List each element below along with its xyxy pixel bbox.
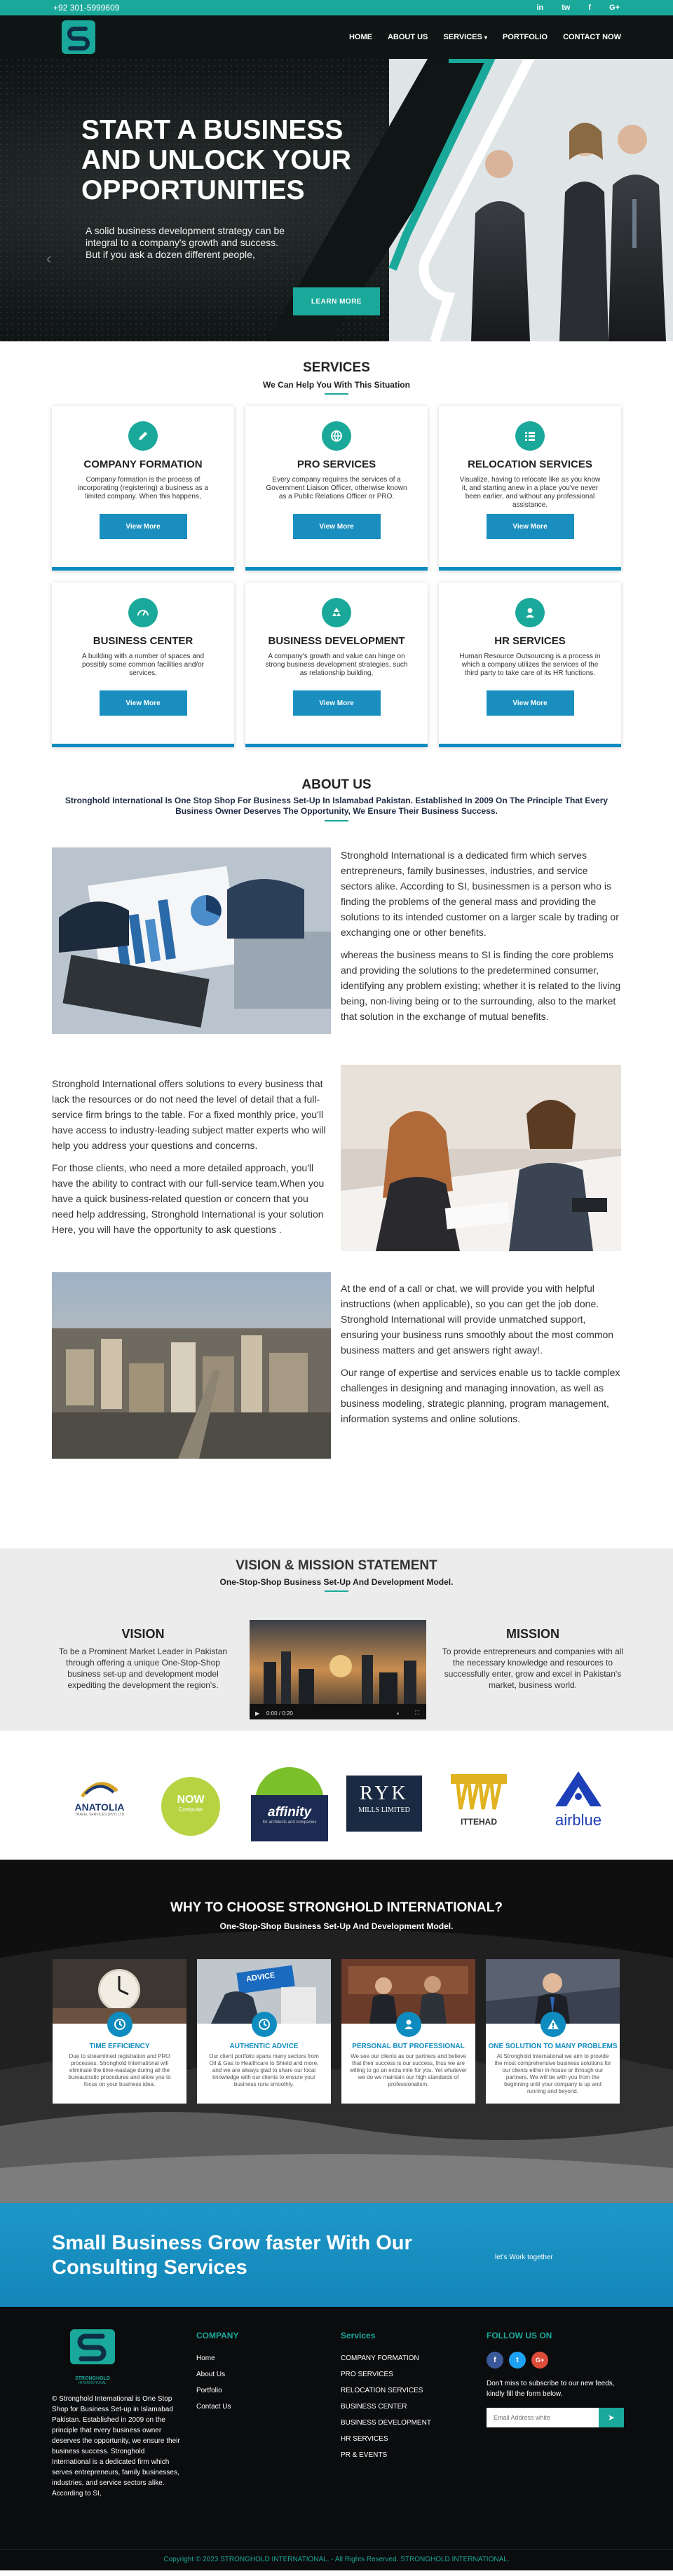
lower-sections xyxy=(0,1478,673,2576)
about-block-3 xyxy=(341,1281,621,1426)
twitter-icon[interactable]: t xyxy=(509,2352,526,2369)
advice-sign-text: ADVICE xyxy=(245,1971,276,1984)
footer-link-company-formation[interactable]: COMPANY FORMATION xyxy=(341,2354,419,2362)
why-choose-section xyxy=(0,1860,673,2203)
service-title: BUSINESS DEVELOPMENT xyxy=(268,635,405,647)
facebook-icon[interactable]: f xyxy=(588,4,592,12)
partner-sub: Computer xyxy=(178,1806,203,1813)
about-paragraph: At the end of a call or chat, we will provide you with helpful instructions (when applicable), so you can get the job done. Stronghold International will provide unmatched support, ensuring your business runs smoothly about the most common business matters and get answers right away!. xyxy=(341,1283,614,1356)
nav-services-label: SERVICES xyxy=(443,33,482,41)
send-icon: ➤ xyxy=(607,2413,616,2422)
copyright-text: Copyright © 2023 STRONGHOLD INTERNATIONAL. - All Rights Reserved. STRONGHOLD INTERNATIONAL. xyxy=(163,2556,510,2563)
recycle-icon xyxy=(322,598,351,627)
services-tagline: We Can Help You With This Situation xyxy=(263,380,410,390)
partner-airblue[interactable] xyxy=(540,1770,617,1840)
footer-link-business-center[interactable]: BUSINESS CENTER xyxy=(341,2403,407,2411)
partner-sub: MILLS LIMITED xyxy=(358,1806,410,1814)
google-plus-icon[interactable]: G+ xyxy=(609,4,620,12)
service-title: RELOCATION SERVICES xyxy=(468,458,592,470)
anatolia-logo-icon xyxy=(79,1777,121,1798)
about-paragraph: Stronghold International is a dedicated firm which serves entrepreneurs, family businesses, industries, and service sectors alike. According to SI, businessmen is a person who is finding the problems of the general mass and providing the solutions to its intended customer on a larger scale by trading or exchanging one or other benefits. xyxy=(341,850,619,938)
partners-section xyxy=(0,1750,673,1853)
top-social-links xyxy=(536,4,620,12)
lets-work-together-link[interactable]: let's Work together xyxy=(495,2254,553,2261)
clock-icon xyxy=(107,2012,132,2037)
footer-logo[interactable] xyxy=(67,2329,118,2385)
footer-link-contact[interactable]: Contact Us xyxy=(196,2403,231,2411)
footer-link-relocation[interactable]: RELOCATION SERVICES xyxy=(341,2387,423,2394)
why-card-time-efficiency xyxy=(53,1959,186,2104)
vision-mission-section xyxy=(0,1548,673,1731)
services-section xyxy=(0,341,673,777)
why-card-text: Due to streamlined registration and PRO processes, Stronghold International will eliminate the time-wastage during all the bureaucratic procedures and allow you to focus on your business idea. xyxy=(68,2053,171,2087)
why-card-text: Our client portfolio spans many sectors from Oil & Gas to Healthcare to Shield and more, and we are always glad to share our local knowledge with our clients to ensure your business runs smoothly. xyxy=(209,2053,319,2087)
mission-title: MISSION xyxy=(505,1627,559,1641)
list-icon xyxy=(515,421,545,451)
partner-sub: TRAVEL SERVICES (PVT) LTD xyxy=(74,1813,125,1817)
services-divider xyxy=(325,393,348,395)
slider-prev-icon[interactable]: ‹ xyxy=(46,250,52,267)
partner-name: airblue xyxy=(555,1811,602,1829)
about-photo-city xyxy=(52,1272,331,1459)
warning-icon xyxy=(541,2012,566,2037)
services-title: SERVICES xyxy=(303,360,370,375)
top-bar xyxy=(0,0,673,15)
site-logo[interactable] xyxy=(60,19,97,55)
main-navbar xyxy=(0,15,673,59)
why-card-authentic-advice xyxy=(197,1959,331,2104)
service-text: A company's growth and value can hinge on strong business development strategies, such as relationship building, xyxy=(265,653,408,677)
footer-subscribe-form xyxy=(487,2408,627,2427)
services-cards xyxy=(0,406,673,777)
why-card-title: PERSONAL BUT PROFESSIONAL xyxy=(352,2043,465,2050)
why-title: WHY TO CHOOSE STRONGHOLD INTERNATIONAL? xyxy=(170,1900,503,1915)
vision-mission-divider xyxy=(325,1590,348,1592)
why-card-text: At Stronghold International we aim to provide the most comprehensive business solutions for our clients either in-house or through our partners. We will be with you from the beginning until your company is up and running and beyond. xyxy=(494,2053,611,2094)
footer-about-text: © Stronghold International is One Stop Shop for Business Set-up in Islamabad Pakistan. Established in 2009 on the principle that every business owner deserves the opportunity, we ensure their business success. Stronghold International is a dedicated firm which serves entrepreneurs, family businesses, industries, and service sectors alike. According to SI, xyxy=(52,2395,180,2497)
why-card-text: We see our clients as our partners and believe that their success is our success, thus we are willing to go an extra mile for you. Yet whatever we do we maintain our high standards of professionalism. xyxy=(350,2053,467,2087)
about-photo-meeting xyxy=(341,1065,621,1251)
partner-ittehad[interactable] xyxy=(440,1774,517,1837)
service-card-business-development xyxy=(245,582,428,747)
partner-name: RYK xyxy=(360,1783,409,1804)
about-paragraph: Our range of expertise and services enable us to tackle complex challenges in designing and managing innovation, as well as business modeling, strategic planning, program management, information systems and online solutions. xyxy=(341,1367,620,1424)
vision-mission-tagline: One-Stop-Shop Business Set-Up And Development Model. xyxy=(219,1577,454,1587)
globe-icon xyxy=(322,421,351,451)
gauge-icon xyxy=(128,598,158,627)
service-card-pro-services xyxy=(245,406,428,571)
footer-logo-sub: INTERNATIONAL xyxy=(79,2381,107,2385)
nav-portfolio[interactable]: PORTFOLIO xyxy=(502,33,548,41)
about-paragraph: Stronghold International offers solutions to every business that lack the resources or do not need the level of detail that a full-service firm brings to the table. For a fixed monthly price, you'll have access to industry-leading subject matter experts who will help you address your questions and concerns. xyxy=(52,1078,326,1151)
pencil-icon xyxy=(128,421,158,451)
mission-block xyxy=(440,1627,625,1691)
footer-link-portfolio[interactable]: Portfolio xyxy=(196,2387,222,2394)
service-text: Every company requires the services of a Government Liaison Officer, otherwise known as a Public Relations Officer or PRO. xyxy=(266,476,407,500)
why-card-personal-professional xyxy=(341,1959,475,2104)
service-title: BUSINESS CENTER xyxy=(93,635,193,647)
view-more-button[interactable]: View More xyxy=(100,690,187,716)
why-card-title: AUTHENTIC ADVICE xyxy=(229,2043,299,2050)
cta-title: Small Business Grow faster With Our Consulting Services xyxy=(52,2232,412,2279)
learn-more-button[interactable]: LEARN MORE xyxy=(293,287,380,315)
video-fullscreen-icon[interactable]: ⛶ xyxy=(415,1710,419,1716)
subscribe-button[interactable] xyxy=(599,2408,624,2427)
partner-name: NOW xyxy=(177,1794,205,1806)
view-more-button[interactable]: View More xyxy=(487,690,574,716)
video-time: 0:00 / 0:20 xyxy=(266,1710,293,1717)
footer-follow-column xyxy=(487,2331,627,2427)
service-card-hr-services xyxy=(439,582,621,747)
service-title: PRO SERVICES xyxy=(297,458,376,470)
vision-mission-title: VISION & MISSION STATEMENT xyxy=(236,1558,437,1573)
footer-company-column xyxy=(196,2331,238,2415)
footer-link-business-development[interactable]: BUSINESS DEVELOPMENT xyxy=(341,2419,431,2427)
about-section xyxy=(0,777,673,1478)
partner-ryk[interactable] xyxy=(346,1776,422,1832)
nav-home[interactable]: HOME xyxy=(348,33,372,41)
stronghold-logo-icon xyxy=(67,2329,118,2373)
footer-logo-text: STRONGHOLD xyxy=(75,2376,110,2381)
linkedin-icon[interactable]: in xyxy=(536,4,544,12)
vision-video[interactable] xyxy=(250,1620,426,1719)
partner-name: ITTEHAD xyxy=(461,1817,497,1827)
cta-banner xyxy=(0,2203,673,2307)
footer-company-title: COMPANY xyxy=(196,2331,239,2340)
mission-text: To provide entrepreneurs and companies with all the necessary knowledge and resources to successfully enter, grow and excel in Pakistan's market, business world. xyxy=(442,1647,624,1690)
vision-text: To be a Prominent Market Leader in Pakistan through offering a unique One-Stop-Shop business set-up and development model expediting the development the region's. xyxy=(58,1647,228,1690)
nav-about-us[interactable]: ABOUT US xyxy=(387,33,428,41)
service-title: COMPANY FORMATION xyxy=(83,458,203,470)
email-input[interactable] xyxy=(487,2408,599,2427)
user-icon xyxy=(515,598,545,627)
partner-anatolia[interactable] xyxy=(64,1777,135,1826)
google-plus-icon[interactable]: G+ xyxy=(531,2352,548,2369)
partner-now[interactable] xyxy=(161,1777,220,1836)
hero-title: START A BUSINESS AND UNLOCK YOUR OPPORTUNITIES xyxy=(81,115,351,205)
footer-services-column xyxy=(341,2331,431,2463)
service-card-business-center xyxy=(52,582,234,747)
view-more-button[interactable]: View More xyxy=(487,514,574,539)
why-card-title: TIME EFFICIENCY xyxy=(89,2043,150,2050)
facebook-icon[interactable]: f xyxy=(487,2352,503,2369)
chevron-down-icon: ▾ xyxy=(484,34,487,41)
about-divider xyxy=(325,820,348,822)
footer xyxy=(0,2307,673,2549)
service-text: Visualize, having to relocate like as you know it, and starting anew in a place you've never been earlier, and without any professional assistance. xyxy=(459,476,601,509)
footer-link-hr-services[interactable]: HR SERVICES xyxy=(341,2435,388,2443)
stronghold-logo-icon xyxy=(60,19,97,55)
affinity-box xyxy=(251,1795,328,1841)
user-icon xyxy=(396,2012,421,2037)
about-title: ABOUT US xyxy=(301,777,372,792)
nav-menu xyxy=(349,33,621,41)
why-tagline: One-Stop-Shop Business Set-Up And Development Model. xyxy=(219,1921,454,1931)
about-paragraph: For those clients, who need a more detailed approach, you'll have the ability to contract with our full-service team.When you have a quick business-related question or concern that you need help addressing, Stronghold International is your solution Here, you will have the opportunity to ask questions . xyxy=(52,1162,325,1235)
partner-name: ANATOLIA xyxy=(74,1801,125,1813)
copyright-bar xyxy=(0,2549,673,2570)
airblue-logo-icon xyxy=(554,1770,603,1808)
nav-services[interactable] xyxy=(443,33,487,41)
view-more-button[interactable]: View More xyxy=(100,514,187,539)
service-text: Human Resource Outsourcing is a process in which a company utilizes the services of the third party to take care of its HR functions. xyxy=(459,653,601,677)
hero-subtitle: A solid business development strategy can be integral to a company's growth and success. But if you ask a dozen different people, xyxy=(86,225,285,260)
about-block-2 xyxy=(52,1076,332,1237)
ittehad-logo-icon xyxy=(451,1774,507,1813)
footer-link-home[interactable]: Home xyxy=(196,2354,215,2362)
about-photo-charts xyxy=(52,847,331,1034)
video-volume-icon[interactable]: ◖ xyxy=(396,1710,400,1717)
nav-contact-now[interactable]: CONTACT NOW xyxy=(563,33,621,41)
hero-banner xyxy=(0,59,673,341)
footer-link-about[interactable]: About Us xyxy=(196,2371,226,2378)
about-block-1 xyxy=(341,847,621,1024)
service-text: Company formation is the process of incorporating (registering) a business as a limited company. When this happens, xyxy=(77,476,209,500)
vision-block xyxy=(52,1627,234,1691)
footer-link-pr-events[interactable]: PR & EVENTS xyxy=(341,2451,388,2459)
service-card-relocation-services xyxy=(439,406,621,571)
partner-sub: for architects and companies xyxy=(262,1820,317,1825)
why-card-title: ONE SOLUTION TO MANY PROBLEMS xyxy=(488,2043,618,2050)
clock-icon xyxy=(252,2012,277,2037)
vision-title: VISION xyxy=(121,1627,165,1641)
view-more-button[interactable]: View More xyxy=(293,690,381,716)
partner-affinity[interactable] xyxy=(251,1767,328,1844)
why-card-one-solution xyxy=(486,1959,620,2104)
service-title: HR SERVICES xyxy=(494,635,566,647)
service-text: A building with a number of spaces and possibly some common facilities and/or services. xyxy=(82,653,204,677)
service-card-company-formation xyxy=(52,406,234,571)
about-paragraph: whereas the business means to SI is finding the core problems and providing the solutions to the predetermined consumer, identifying any problem existing; whether it is related to the living being, non-living being or to the surrounding, also to the market that solution in the exchange of mutual benefits. xyxy=(341,949,621,1022)
footer-link-pro-services[interactable]: PRO SERVICES xyxy=(341,2371,393,2378)
twitter-icon[interactable]: tw xyxy=(562,4,571,12)
footer-subscribe-text: Don't miss to subscribe to our new feeds, kindly fill the form below. xyxy=(487,2380,615,2398)
about-intro: Stronghold International Is One Stop Shop For Business Set-Up In Islamabad Pakistan. Established In 2009 On The Principle That Every Business Owner Deserves The Opportunity, We Ensure Their Business Success. xyxy=(64,796,609,816)
footer-follow-title: FOLLOW US ON xyxy=(487,2331,552,2340)
video-play-icon[interactable]: ▶ xyxy=(255,1710,260,1717)
partner-name: affinity xyxy=(268,1805,311,1820)
view-more-button[interactable]: View More xyxy=(293,514,381,539)
footer-services-title: Services xyxy=(341,2331,376,2340)
footer-social-icons xyxy=(487,2352,627,2369)
phone-number[interactable]: +92 301-5999609 xyxy=(53,3,120,13)
